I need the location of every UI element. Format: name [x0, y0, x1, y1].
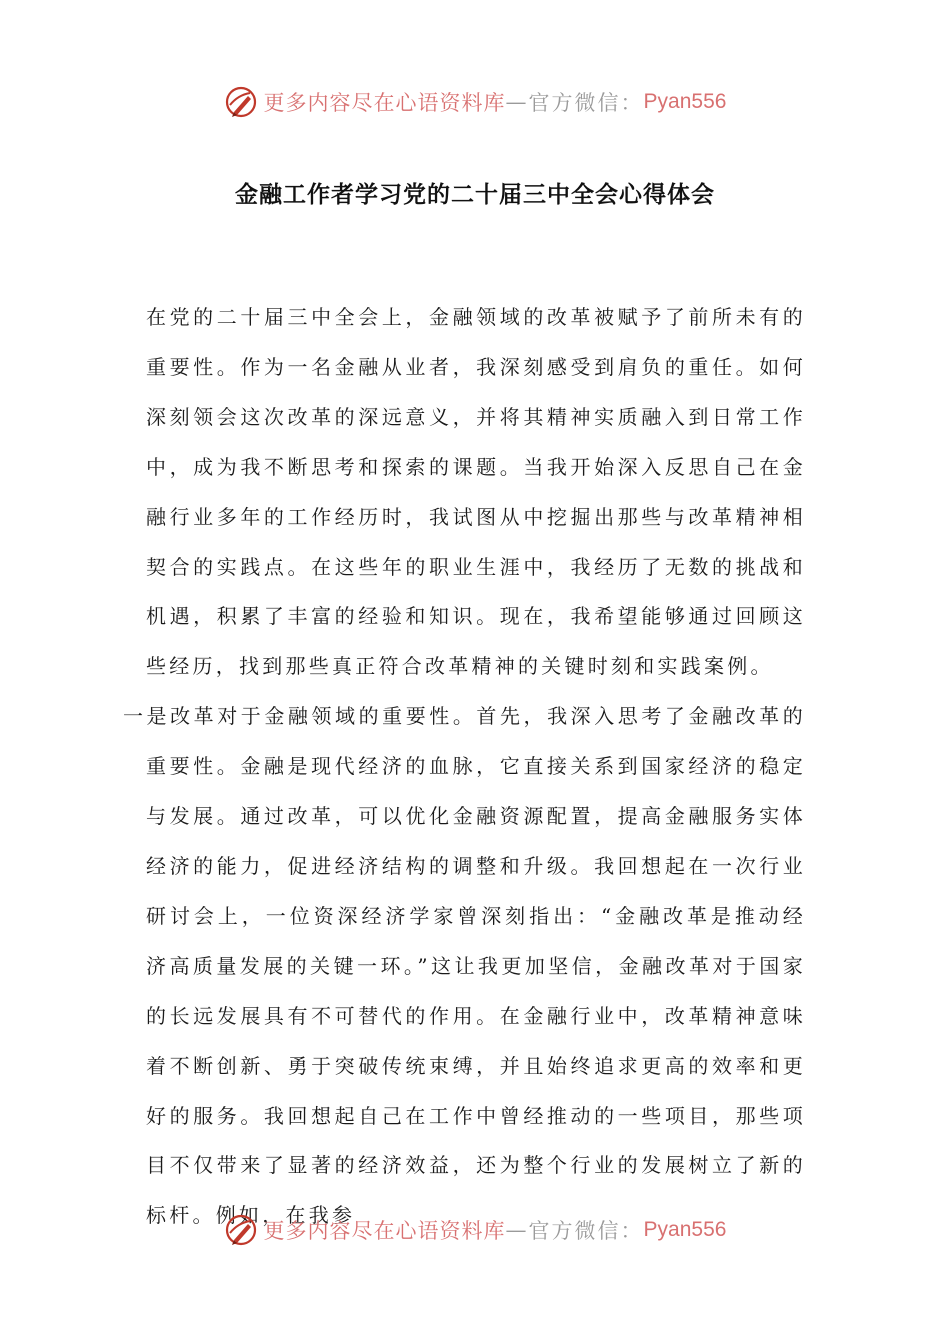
paragraph-intro: 在党的二十届三中全会上，金融领域的改革被赋予了前所未有的重要性。作为一名金融从业者，我深刻感受到肩负的重任。如何深刻领会这次改革的深远意义，并将其精神实质融入到日常工作中，成为我不断思考和探索的课题。当我开始深入反思自己在金融行业多年的工作经历时，我试图从中挖掘出那些与改革精神相契合的实践点。在这些年的职业生涯中，我经历了无数的挑战和机遇，积累了丰富的经验和知识。现在，我希望能够通过回顾这些经历，找到那些真正符合改革精神的关键时刻和实践案例。 [146, 305, 806, 679]
footer-promo-text: 更多内容尽在心语资料库 [263, 1219, 506, 1243]
pen-logo-icon [224, 1213, 258, 1247]
header-wechat-label: 官方微信： [528, 91, 644, 115]
header-wechat-id: Pyan556 [643, 90, 727, 113]
document-title: 金融工作者学习党的二十届三中全会心得体会 [235, 182, 715, 208]
header-banner [0, 80, 950, 124]
paragraph-point-one: 一是改革对于金融领域的重要性。首先，我深入思考了金融改革的重要性。金融是现代经济的血脉，它直接关系到国家经济的稳定与发展。通过改革，可以优化金融资源配置，提高金融服务实体经济的能力，促进经济结构的调整和升级。我回想起在一次行业研讨会上，一位资深经济学家曾深刻指出：“金融改革是推动经济高质量发展的关键一环。”这让我更加坚信，金融改革对于国家的长远发展具有不可替代的作用。在金融行业中，改革精神意味着不断创新、勇于突破传统束缚，并且始终追求更高的效率和更好的服务。我回想起自己在工作中曾经推动的一些项目，那些项目不仅带来了显著的经济效益，还为整个行业的发展树立了新的标杆。例如，在我参 [123, 704, 806, 1228]
footer-banner [0, 1208, 950, 1252]
header-dash: — [505, 90, 529, 114]
document-body [123, 293, 806, 1241]
header-promo-text: 更多内容尽在心语资料库 [263, 91, 506, 115]
footer-wechat-label: 官方微信： [528, 1219, 644, 1243]
footer-wechat-id: Pyan556 [643, 1218, 727, 1241]
pen-logo-icon [224, 85, 258, 119]
footer-dash: — [505, 1218, 529, 1242]
